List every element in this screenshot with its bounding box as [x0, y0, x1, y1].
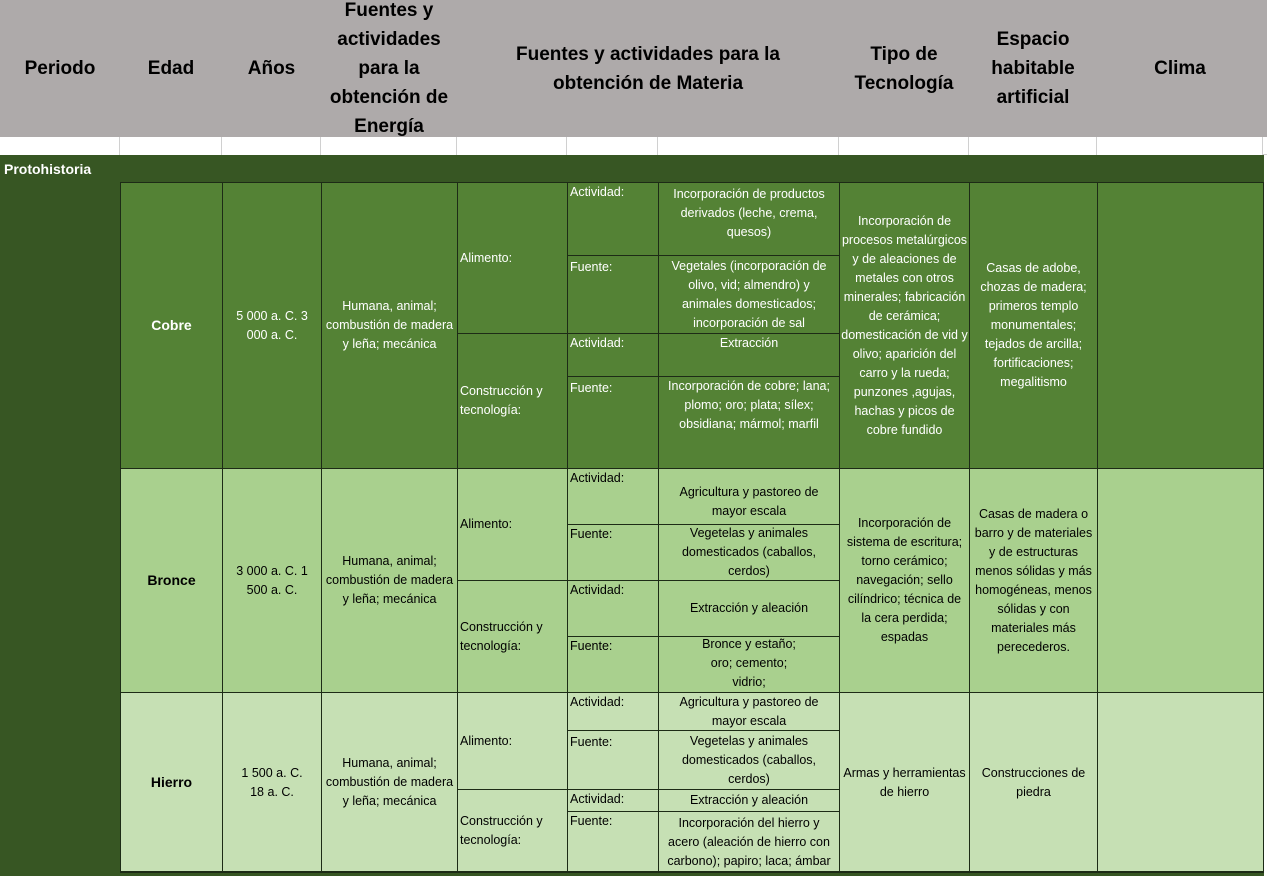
actividad-value: Extracción y aleación [689, 793, 809, 807]
alimento-fuente-value-cobre [658, 255, 840, 334]
alimento-cell-hierro [457, 692, 568, 790]
alimento-label: Alimento: [460, 250, 513, 265]
anos-cell-cobre [222, 182, 322, 469]
fuente-label: Fuente: [570, 639, 613, 653]
construccion-fuente-label-cobre [567, 376, 659, 469]
actividad-value: Incorporación de productos derivados (leche, crema, quesos) [673, 187, 825, 239]
actividad-label: Actividad: [570, 792, 625, 806]
espacio-cell-bronce [969, 468, 1098, 693]
fuente-value: Vegetelas y animales domesticados (caballos, cerdos) [681, 733, 817, 786]
fuente-label: Fuente: [570, 527, 613, 541]
alimento-label: Alimento: [460, 517, 513, 531]
energia-text: Humana, animal; combustión de madera y leña; mecánica [325, 554, 454, 606]
alimento-fuente-value-hierro [658, 730, 840, 790]
alimento-actividad-value-cobre [658, 182, 840, 256]
header-tecnologia [839, 0, 969, 137]
fuente-value: Incorporación de cobre; lana; plomo; oro; plata; sílex; obsidiana; mármol; marfil [668, 379, 830, 431]
construccion-actividad-label-cobre [567, 333, 659, 377]
header-anos-label: Años [247, 58, 296, 79]
fuente-label: Fuente: [570, 814, 613, 828]
actividad-value: Agricultura y pastoreo de mayor escala [679, 484, 819, 518]
actividad-label: Actividad: [570, 336, 625, 350]
actividad-label: Actividad: [570, 185, 625, 199]
edad-cell-hierro [120, 692, 223, 873]
construccion-cell-bronce [457, 580, 568, 693]
anos-label: 5 000 a. C. 3 000 a. C. [236, 308, 308, 342]
header-edad-label: Edad [147, 58, 195, 79]
actividad-value: Agricultura y pastoreo de mayor escala [679, 694, 819, 728]
gap-cell [457, 137, 567, 155]
fuente-label: Fuente: [570, 260, 613, 274]
alimento-actividad-label-hierro [567, 692, 659, 731]
construccion-fuente-label-hierro [567, 811, 659, 873]
header-periodo [0, 0, 120, 137]
clima-cell-cobre [1097, 182, 1264, 469]
anos-cell-bronce [222, 468, 322, 693]
header-clima-label: Clima [1154, 58, 1206, 79]
alimento-fuente-label-cobre [567, 255, 659, 334]
espacio-text: Casas de madera o barro y de materiales y de estructuras menos sólidas y más homogéneas, menos sólidas y con materiales más perecederos. [974, 506, 1093, 654]
tecnologia-text: Incorporación de procesos metalúrgicos y de aleaciones de metales con otros minerales; fabricación de cerámica; domesticación de vid y olivo; aparición del carro y la rueda; punzones ,agujas, hachas y picos de cobre fundido [841, 213, 968, 437]
actividad-value: Extracción [719, 336, 779, 350]
espacio-text: Construcciones de piedra [981, 765, 1086, 799]
tecnologia-cell-bronce [839, 468, 970, 693]
alimento-actividad-label-cobre [567, 182, 659, 256]
alimento-fuente-label-bronce [567, 524, 659, 581]
table-bottom-border [120, 871, 1264, 873]
gap-cell [0, 137, 120, 155]
header-espacio-label: Espacio habitable artificial [991, 29, 1075, 108]
alimento-label: Alimento: [460, 733, 513, 748]
gap-cell [1097, 137, 1263, 155]
anos-label: 1 500 a. C. 18 a. C. [241, 765, 303, 799]
header-anos [222, 0, 321, 137]
tecnologia-text: Incorporación de sistema de escritura; torno cerámico; navegación; sello cilíndrico; técnica de la cera perdida; espadas [846, 516, 963, 644]
edad-cell-cobre [120, 182, 223, 469]
espacio-text: Casas de adobe, chozas de madera; primeros templo monumentales; tejados de arcilla; fortificaciones; megalitismo [980, 261, 1087, 389]
gap-cell [222, 137, 321, 155]
gap-cell [321, 137, 457, 155]
construccion-fuente-value-hierro [658, 811, 840, 873]
fuente-label: Fuente: [570, 735, 613, 749]
construccion-label: Construcción y tecnología: [460, 619, 543, 653]
construccion-label: Construcción y tecnología: [460, 384, 543, 417]
alimento-actividad-value-bronce [658, 468, 840, 525]
fuente-value: Vegetelas y animales domesticados (caballos, cerdos) [681, 526, 817, 578]
energia-cell-bronce [321, 468, 458, 693]
energia-cell-cobre [321, 182, 458, 469]
gap-cell [120, 137, 222, 155]
fuente-value: Bronce y estaño; oro; cemento; vidrio; [702, 637, 796, 689]
alimento-actividad-value-hierro [658, 692, 840, 731]
alimento-cell-bronce [457, 468, 568, 581]
actividad-label: Actividad: [570, 471, 625, 485]
edad-cell-bronce [120, 468, 223, 693]
energia-cell-hierro [321, 692, 458, 873]
period-label: Protohistoria [4, 161, 92, 177]
clima-cell-hierro [1097, 692, 1264, 873]
header-edad [120, 0, 222, 137]
edad-label: Bronce [147, 572, 196, 588]
construccion-actividad-value-bronce [658, 580, 840, 637]
header-energia [321, 0, 457, 137]
tecnologia-text: Armas y herramientas de hierro [843, 765, 966, 799]
header-clima [1097, 0, 1263, 137]
energia-text: Humana, animal; combustión de madera y leña; mecánica [325, 756, 454, 808]
energia-text: Humana, animal; combustión de madera y leña; mecánica [325, 299, 454, 351]
clima-cell-bronce [1097, 468, 1264, 693]
alimento-cell-cobre [457, 182, 568, 334]
fuente-value: Vegetales (incorporación de olivo, vid; almendro) y animales domesticados; incorporación de sal [671, 258, 827, 330]
gap-cell [658, 137, 839, 155]
construccion-actividad-value-cobre [658, 333, 840, 377]
edad-label: Cobre [151, 317, 192, 333]
construccion-fuente-value-cobre [658, 376, 840, 469]
header-materia [457, 0, 839, 137]
alimento-fuente-label-hierro [567, 730, 659, 790]
construccion-label: Construcción y tecnología: [460, 814, 543, 847]
header-periodo-label: Periodo [24, 58, 96, 79]
construccion-actividad-label-hierro [567, 789, 659, 812]
espacio-cell-hierro [969, 692, 1098, 873]
gap-cell [567, 137, 658, 155]
construccion-cell-cobre [457, 333, 568, 469]
fuente-value: Incorporación del hierro y acero (aleación de hierro con carbono); papiro; laca; ámbar [667, 815, 831, 868]
gap-cell [839, 137, 969, 155]
fuente-label: Fuente: [570, 381, 613, 395]
header-energia-label: Fuentes y actividades para la obtención de Energía [329, 0, 449, 137]
gap-cell [969, 137, 1097, 155]
alimento-actividad-label-bronce [567, 468, 659, 525]
construccion-cell-hierro [457, 789, 568, 873]
header-materia-label: Fuentes y actividades para la obtención de Materia [515, 43, 780, 94]
construccion-actividad-label-bronce [567, 580, 659, 637]
construccion-fuente-label-bronce [567, 636, 659, 693]
alimento-fuente-value-bronce [658, 524, 840, 581]
construccion-fuente-value-bronce [658, 636, 840, 693]
header-espacio [969, 0, 1097, 137]
actividad-value: Extracción y aleación [689, 601, 809, 615]
espacio-cell-cobre [969, 182, 1098, 469]
tecnologia-cell-cobre [839, 182, 970, 469]
header-tecnologia-label: Tipo de Tecnología [854, 43, 954, 94]
construccion-actividad-value-hierro [658, 789, 840, 812]
actividad-label: Actividad: [570, 695, 625, 709]
edad-label: Hierro [150, 774, 193, 790]
anos-label: 3 000 a. C. 1 500 a. C. [236, 563, 308, 597]
actividad-label: Actividad: [570, 583, 625, 597]
tecnologia-cell-hierro [839, 692, 970, 873]
anos-cell-hierro [222, 692, 322, 873]
